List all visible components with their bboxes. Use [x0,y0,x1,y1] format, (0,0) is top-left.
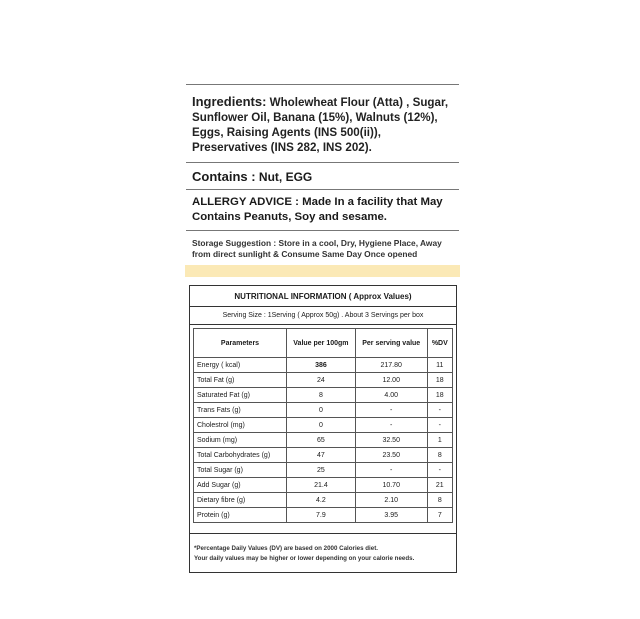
ingredients-heading: Ingredients: [192,94,267,109]
value-cell: 0 [287,418,356,433]
table-row [194,448,453,463]
parameter-cell: Total Carbohydrates (g) [194,448,287,463]
contains-text: Nut, EGG [258,170,313,184]
nutrition-panel [189,285,457,573]
value-cell: 0 [287,403,356,418]
table-row [194,493,453,508]
color-band [185,265,460,277]
value-cell: 18 [427,373,452,388]
value-cell: 217.80 [355,358,427,373]
value-cell: 21 [427,478,452,493]
value-cell: 23.50 [355,448,427,463]
value-cell: 21.4 [287,478,356,493]
value-cell: - [427,403,452,418]
parameter-cell: Add Sugar (g) [194,478,287,493]
footnote [190,533,456,572]
table-row [194,508,453,523]
value-cell: 3.95 [355,508,427,523]
parameter-cell: Dietary fibre (g) [194,493,287,508]
value-cell: - [355,418,427,433]
value-cell: - [427,463,452,478]
table-row [194,373,453,388]
parameter-cell: Total Fat (g) [194,373,287,388]
table-row [194,433,453,448]
value-cell: 2.10 [355,493,427,508]
footnote-line: Your daily values may be higher or lower depending on your calorie needs. [194,555,415,562]
serving-size: Serving Size : 1Serving ( Approx 50g) . About 3 Servings per box [190,307,456,325]
table-row [194,403,453,418]
column-header: %DV [427,329,452,358]
table-header-row [194,329,453,358]
value-cell: - [355,403,427,418]
table-body [194,358,453,523]
ingredients-section [186,85,459,162]
contains-section [186,163,459,189]
column-header: Value per 100gm [287,329,356,358]
nutrition-title: NUTRITIONAL INFORMATION ( Approx Values) [190,286,456,307]
value-cell: 8 [427,448,452,463]
parameter-cell: Cholestrol (mg) [194,418,287,433]
value-cell: 47 [287,448,356,463]
value-cell: 65 [287,433,356,448]
value-cell: - [427,418,452,433]
column-header: Per serving value [355,329,427,358]
value-cell: 18 [427,388,452,403]
value-cell: 32.50 [355,433,427,448]
value-cell: 4.2 [287,493,356,508]
value-cell: 1 [427,433,452,448]
table-row [194,388,453,403]
parameter-cell: Total Sugar (g) [194,463,287,478]
parameter-cell: Trans Fats (g) [194,403,287,418]
parameter-cell: Sodium (mg) [194,433,287,448]
value-cell: - [355,463,427,478]
ingredients-text: Wholewheat Flour (Atta) , Sugar, Sunflower Oil, Banana (15%), Walnuts (12%), Eggs, Raising Agents (INS 500(ii)), Preservatives (INS 282, INS 202). [192,96,449,154]
value-cell: 11 [427,358,452,373]
parameter-cell: Protein (g) [194,508,287,523]
parameter-cell: Energy ( kcal) [194,358,287,373]
table-row [194,463,453,478]
nutrition-label [186,84,459,573]
table-row [194,358,453,373]
storage-suggestion: Storage Suggestion : Store in a cool, Dry, Hygiene Place, Away from direct sunlight & Consume Same Day Once opened [192,238,442,259]
footnote-line: *Percentage Daily Values (DV) are based on 2000 Calories diet. [194,545,378,552]
value-cell: 12.00 [355,373,427,388]
allergy-advice: ALLERGY ADVICE : Made In a facility that May Contains Peanuts, Soy and sesame. [192,196,443,223]
value-cell: 10.70 [355,478,427,493]
value-cell: 25 [287,463,356,478]
value-cell: 24 [287,373,356,388]
value-cell: 8 [287,388,356,403]
contains-heading: Contains : [192,169,256,184]
table-row [194,478,453,493]
value-cell: 7.9 [287,508,356,523]
value-cell: 4.00 [355,388,427,403]
parameter-cell: Saturated Fat (g) [194,388,287,403]
value-cell: 7 [427,508,452,523]
column-header: Parameters [194,329,287,358]
table-row [194,418,453,433]
value-cell: 8 [427,493,452,508]
value-cell: 386 [287,358,356,373]
nutrition-table [193,328,453,523]
